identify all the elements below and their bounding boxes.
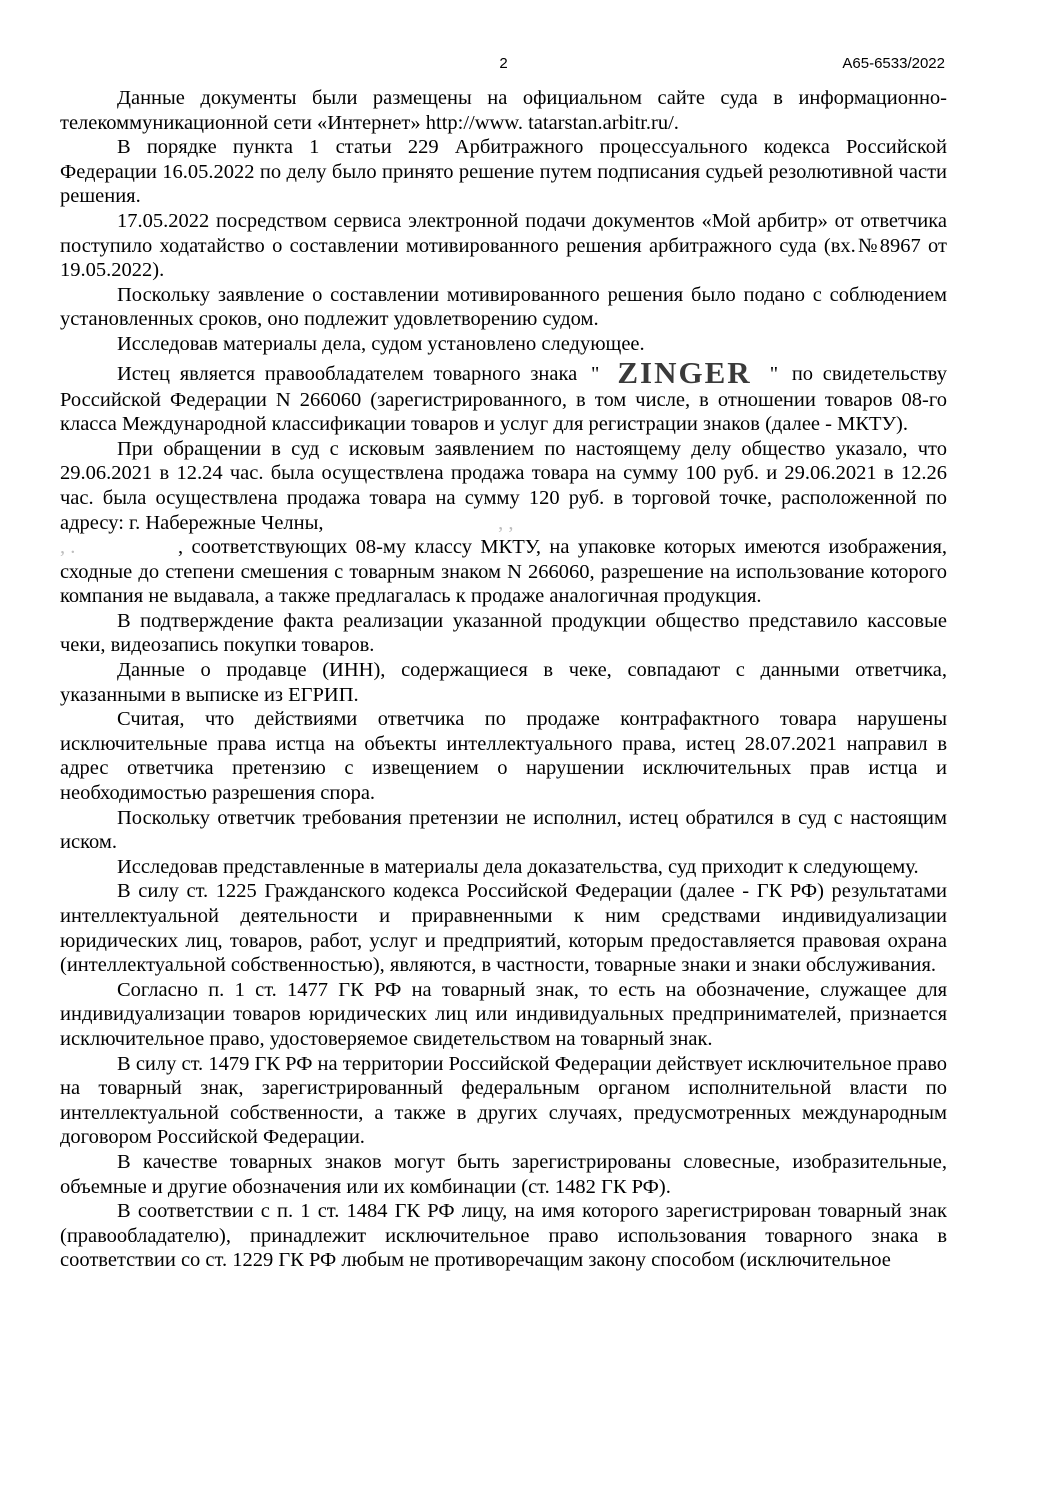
- paragraph: В силу ст. 1225 Гражданского кодекса Российской Федерации (далее - ГК РФ) результатами интеллектуальной деятельности и приравненными к ним средствами индивидуализации юридических лиц, товаров, работ, услуг и предприятий, которым предоставляется правовая охрана (интеллектуальной собственностью), являются, в частности, товарные знаки и знаки обслуживания.: [60, 880, 947, 977]
- paragraph-text: При обращении в суд с исковым заявлением по настоящему делу общество указало, что 29.06.2021 в 12.24 час. была осуществлена продажа товара на сумму 100 руб. и 29.06.2021 в 12.26 час. была осуществлена продажа товара на сумму 120 руб. в торговой точке, расположенной по адресу: г. Набережные Челны,: [60, 437, 947, 534]
- paragraph: В силу ст. 1479 ГК РФ на территории Российской Федерации действует исключительное право на товарный знак, зарегистрированный федеральным органом исполнительной власти по интеллектуальной собственности, а также в других случаях, предусмотренных международным договором Российской Федерации.: [60, 1052, 947, 1149]
- redacted-region: [60, 535, 178, 560]
- paragraph-redacted-part2: [60, 535, 947, 609]
- redacted-remnant-marks: , .: [60, 536, 76, 559]
- trademark-zinger: ZINGER: [617, 354, 752, 390]
- paragraph: 17.05.2022 посредством сервиса электронной подачи документов «Мой арбитр» от ответчика поступило ходатайство о составлении мотивированного решения арбитражного суда (вх.№8967 от 19.05.2022).: [60, 209, 947, 282]
- paragraph: Исследовав представленные в материалы дела доказательства, суд приходит к следующему.: [117, 855, 919, 878]
- page-header: [60, 55, 947, 79]
- trademark-open-quote: ": [591, 362, 600, 385]
- trademark-text-after: по свидетельству Российской Федерации N 266060 (зарегистрированного, в том числе, в отношении товаров 08-го класса Международной классификации товаров и услуг для регистрации знаков (далее - МКТУ).: [60, 362, 947, 436]
- paragraph: Считая, что действиями ответчика по продаже контрафактного товара нарушены исключительные права истца на объекты интеллектуального права, истец 28.07.2021 направил в адрес ответчика претензию с извещением о нарушении исключительных прав истца и необходимостью разрешения спора.: [60, 708, 947, 805]
- paragraph: Поскольку заявление о составлении мотивированного решения было подано с соблюдением установленных сроков, оно подлежит удовлетворению судом.: [60, 283, 947, 331]
- trademark-text-before: Истец является правообладателем товарного знака: [117, 362, 587, 385]
- paragraph-redacted-part1: [60, 437, 947, 535]
- paragraph-trademark: [60, 354, 947, 437]
- redacted-region: [324, 511, 514, 536]
- paragraph: В соответствии с п. 1 ст. 1484 ГК РФ лицу, на имя которого зарегистрирован товарный знак (правообладателю), принадлежит исключительное право использования товарного знака в соответствии со ст. 1229 ГК РФ любым не противоречащим закону способом (исключительное: [60, 1200, 947, 1272]
- paragraph: Поскольку ответчик требования претензии не исполнил, истец обратился в суд с настоящим иском.: [60, 806, 947, 854]
- paragraph-text: , соответствующих 08-му классу МКТУ, на упаковке которых имеются изображения, сходные до степени смешения с товарным знаком N 266060, разрешение на использование которого компания не выдавала, а также предлагалась к продаже аналогичная продукция.: [60, 536, 947, 608]
- paragraph: В порядке пункта 1 статьи 229 Арбитражного процессуального кодекса Российской Федерации 16.05.2022 по делу было принято решение путем подписания судьей резолютивной части решения.: [60, 136, 947, 208]
- case-number: А65-6533/2022: [842, 55, 945, 72]
- paragraph: Данные о продавце (ИНН), содержащиеся в чеке, совпадают с данными ответчика, указанными в выписке из ЕГРИП.: [60, 659, 947, 706]
- paragraph: Данные документы были размещены на официальном сайте суда в информационно-телекоммуникационной сети «Интернет» http://www. tatarstan.arbitr.ru/.: [60, 87, 947, 134]
- redacted-remnant-marks: , ,: [498, 511, 514, 534]
- page-number: 2: [499, 55, 508, 72]
- trademark-close-quote: ": [769, 362, 779, 385]
- paragraph: Исследовав материалы дела, судом установлено следующее.: [117, 332, 645, 355]
- paragraph: В подтверждение факта реализации указанной продукции общество представило кассовые чеки, видеозапись покупки товаров.: [60, 609, 947, 657]
- paragraph: Согласно п. 1 ст. 1477 ГК РФ на товарный знак, то есть на обозначение, служащее для индивидуализации товаров юридических лиц или индивидуальных предпринимателей, признается исключительное право, удостоверяемое свидетельством на товарный знак.: [60, 978, 947, 1050]
- paragraph: В качестве товарных знаков могут быть зарегистрированы словесные, изобразительные, объемные и другие обозначения или их комбинации (ст. 1482 ГК РФ).: [60, 1150, 947, 1198]
